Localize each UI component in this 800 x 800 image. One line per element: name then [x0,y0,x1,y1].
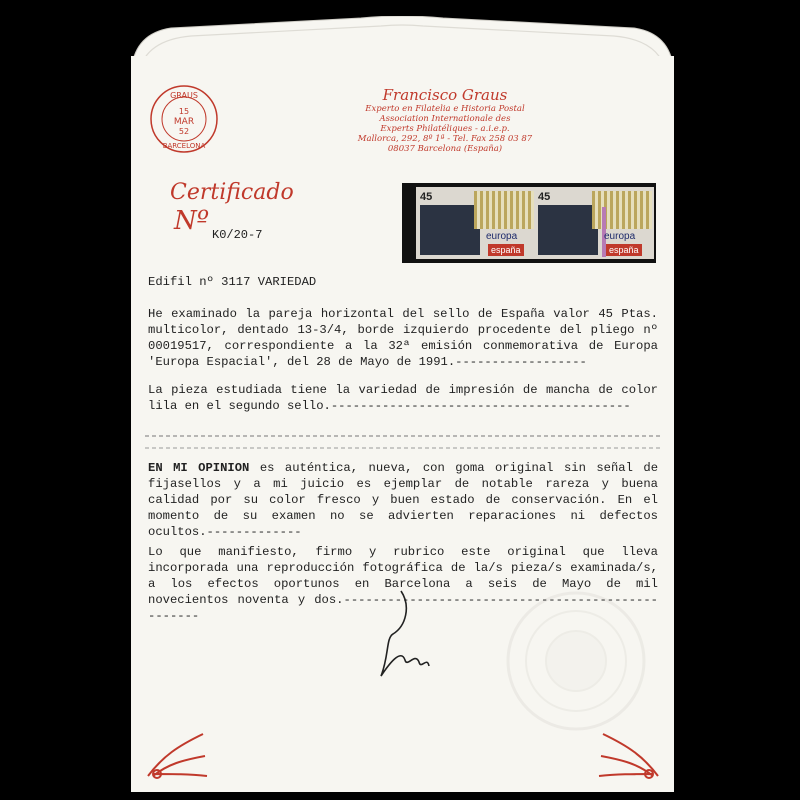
expert-line-3: Experts Philatéliques - a.i.e.p. [380,124,510,134]
ornament-right-icon [593,726,663,782]
opinion-lead: EN MI OPINION [148,461,250,475]
opinion-paragraph [148,460,658,540]
stamp-1-country: españa [488,244,524,256]
expert-line-1: Experto en Filatelia e Historia Postal [365,104,525,114]
stamp-2-value: 45 [538,191,551,203]
postmark-year: 52 [178,127,190,136]
expert-line-2: Association Internationale des [379,114,511,124]
declaration-paragraph: Lo que manifiesto, firmo y rubrico este original que lleva incorporada una reproducción fotográfica de la/s pieza/s examinada/s, a los efectos oportunos en Barcelona a seis de Mayo de mil novecientos noventa y dos.-------------------------------------------------- [148,545,658,623]
postmark-day: 15 [178,107,190,116]
postmark-icon [149,84,219,154]
stamp-pair-photo [402,183,656,263]
postmark-bottom: BARCELONA [162,142,206,150]
stamp-2 [534,187,654,259]
variety-paragraph: La pieza estudiada tiene la variedad de impresión de mancha de color lila en el segundo sello.----------------------------------------- [148,383,658,413]
expert-line-5: 08037 Barcelona (España) [387,144,503,154]
postmark-top: GRAUS [170,91,198,100]
opinion-text: es auténtica, nueva, con goma original sin señal de fijasellos y a mi juicio es ejemplar de notable rareza y buena calidad por su color fresco y buen estado de conservación. En el momento de su examen no se advierten reparaciones ni defectos ocultos.------------- [148,461,659,539]
certificate-number: K0/20-7 [212,228,263,242]
stamp-2-brand: europa [604,231,636,242]
certificate-label: Certificado [170,180,294,205]
examination-paragraph: He examinado la pareja horizontal del sello de España valor 45 Ptas. multicolor, dentado 13-3/4, borde izquierdo procedente del pliego nº 00019517, correspondiente a la 32ª emisión conmemorativa de Europa 'Europa Espacial', del 28 de Mayo de 1991.------------------ [148,307,658,369]
stamp-1-brand: europa [486,231,518,242]
expert-line-4: Mallorca, 292, 8º 1ª - Tel. Fax 258 03 87 [357,134,533,144]
stamp-1-value: 45 [420,191,433,203]
stamp-2-country: españa [606,244,642,256]
expert-header [340,86,550,154]
postmark-month: MAR [173,117,195,127]
expert-name: Francisco Graus [382,86,508,104]
stamp-1 [416,187,536,259]
certificate-no-label: Nº [174,206,209,236]
catalog-line: Edifil nº 3117 VARIEDAD [148,275,317,289]
ornament-left-icon [143,726,213,782]
